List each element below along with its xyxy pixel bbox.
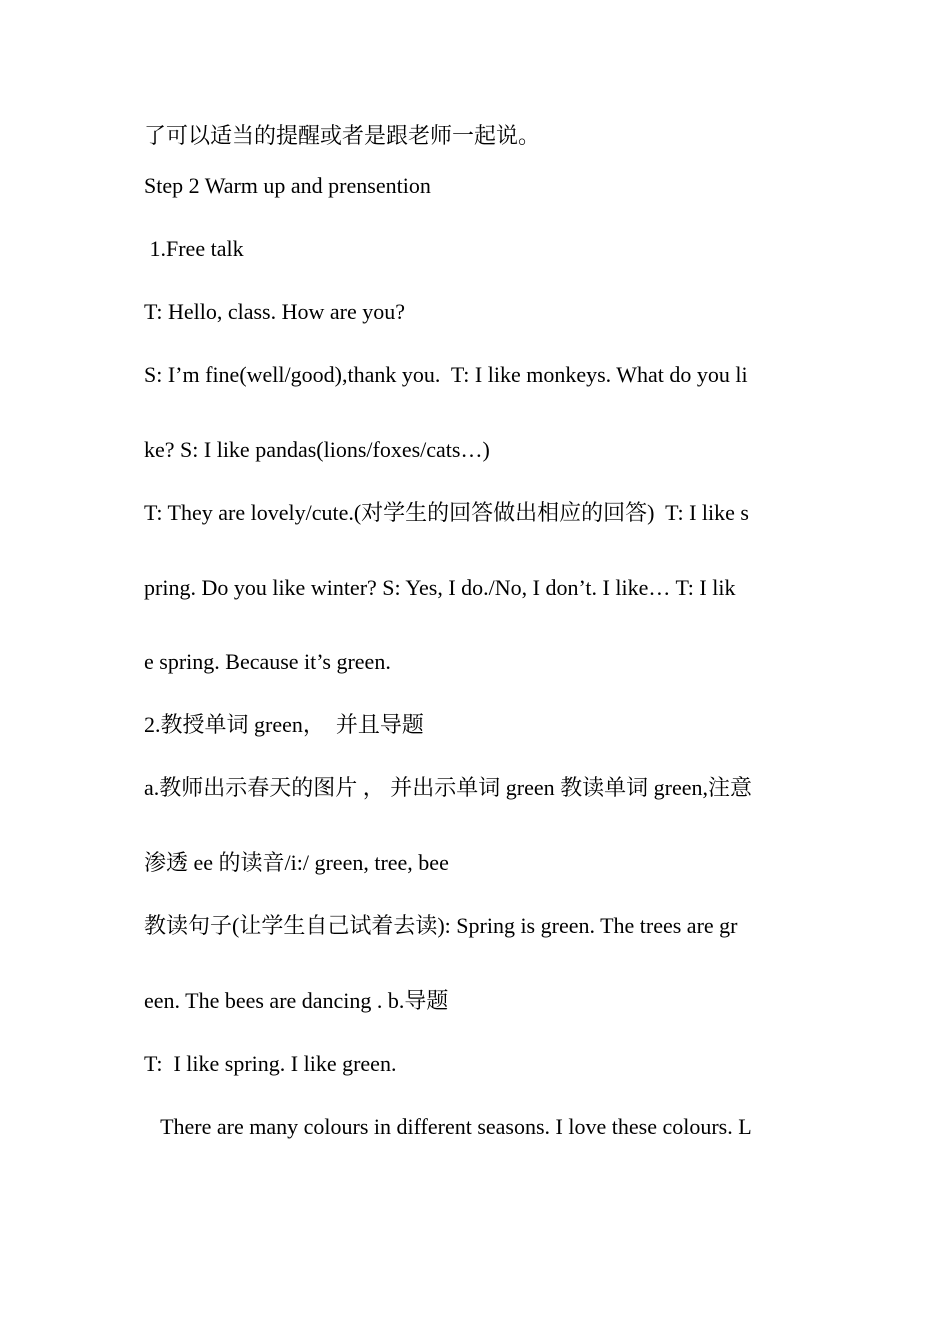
text-line-16: There are many colours in different seasons. I love these colours. L (144, 1114, 752, 1139)
text-line-5: S: I’m fine(well/good),thank you. T: I like monkeys. What do you li (144, 362, 748, 387)
text-line-4: T: Hello, class. How are you? (144, 299, 405, 324)
text-line-15: T: I like spring. I like green. (144, 1051, 397, 1076)
text-line-1: 了可以适当的提醒或者是跟老师一起说。 (144, 123, 541, 148)
text-line-7: T: They are lovely/cute.(对学生的回答做出相应的回答) T: I like s (144, 500, 749, 525)
text-line-8: pring. Do you like winter? S: Yes, I do./No, I don’t. I like… T: I lik (144, 575, 736, 600)
text-line-14: een. The bees are dancing . b.导题 (144, 988, 449, 1013)
text-line-3: 1.Free talk (144, 236, 244, 261)
text-line-12: 渗透 ee 的读音/i:/ green, tree, bee (144, 850, 449, 875)
text-line-2: Step 2 Warm up and prensention (144, 173, 431, 198)
text-line-11: a.教师出示春天的图片 ， 并出示单词 green 教读单词 green,注意 (144, 775, 752, 800)
text-line-9: e spring. Because it’s green. (144, 649, 391, 674)
text-line-6: ke? S: I like pandas(lions/foxes/cats…) (144, 437, 490, 462)
text-line-10: 2.教授单词 green， 并且导题 (144, 712, 424, 737)
text-line-13: 教读句子(让学生自己试着去读): Spring is green. The trees are gr (144, 913, 738, 938)
